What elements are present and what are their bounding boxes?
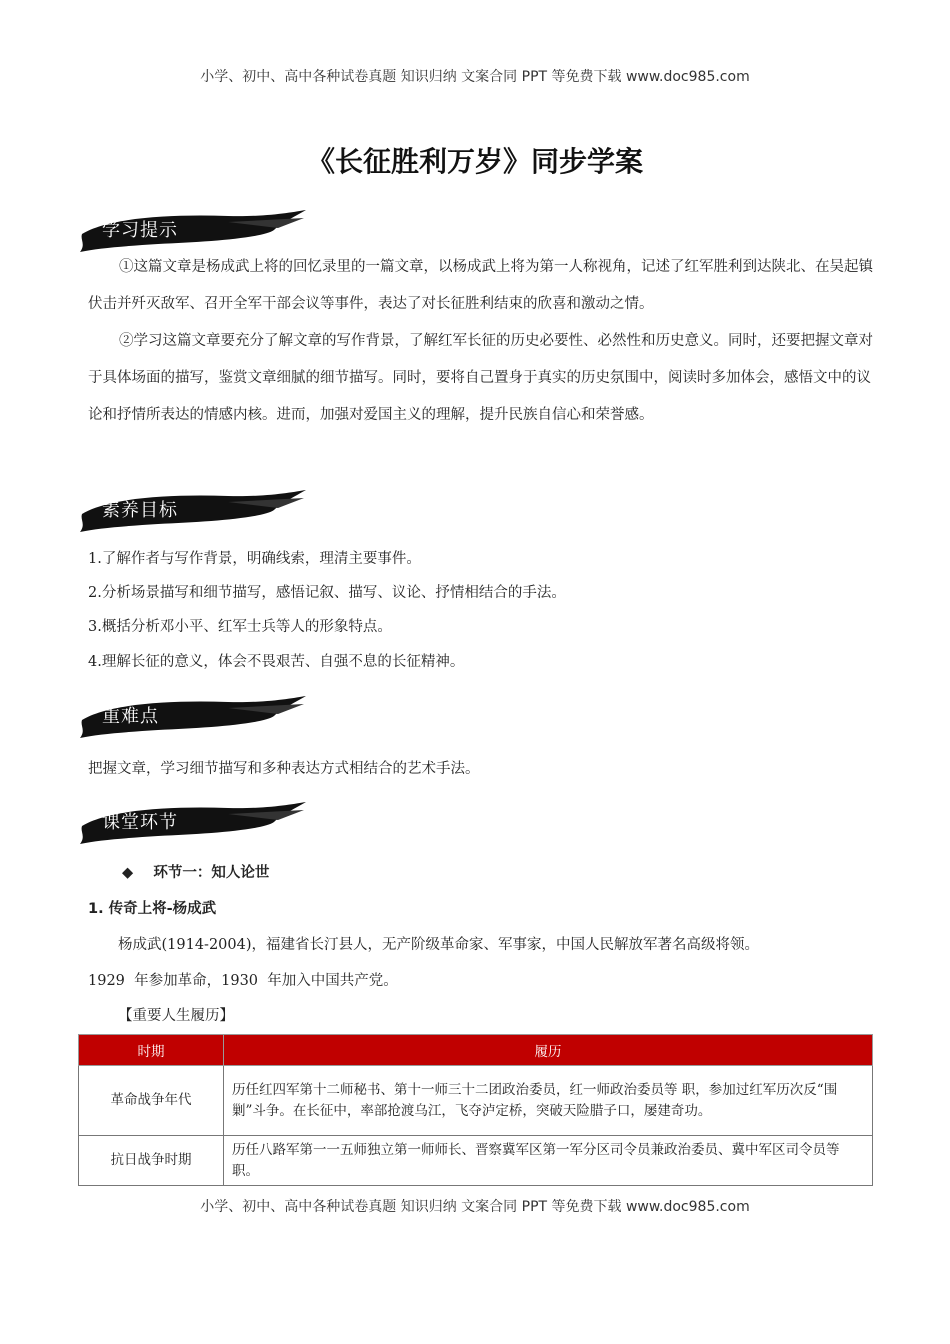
subsection-heading: 1. 传奇上将-杨成武: [88, 901, 217, 917]
table-cell-detail: 历任红四军第十二师秘书、第十一师三十二团政治委员，红一师政治委员等 职，参加过红军历次反“围剿”斗争。在长征中，率部抢渡乌江，飞夺泸定桥，突破天险腊子口，屡建奇功。: [224, 1066, 873, 1136]
step-heading: ◆ 环节一：知人论世: [122, 865, 270, 881]
goal-item: 3.概括分析邓小平、红军士兵等人的形象特点。: [88, 619, 392, 635]
table-cell-period: 革命战争年代: [79, 1066, 224, 1136]
section-heading-tips-label: 学习提示: [102, 220, 178, 241]
section-heading-key-label: 重难点: [102, 706, 159, 727]
section-heading-goals: [78, 488, 308, 534]
tips-paragraph-1: ①这篇文章是杨成武上将的回忆录里的一篇文章，以杨成武上将为第一人称视角，记述了红军胜利到达陕北、在吴起镇伏击并歼灭敌军、召开全军干部会议等事件，表达了对长征胜利结束的欣喜和激动之情。: [88, 259, 873, 312]
tips-paragraph-2: ②学习这篇文章要充分了解文章的写作背景，了解红军长征的历史必要性、必然性和历史意义。同时，还要把握文章对于具体场面的描写，鉴赏文章细腻的细节描写。同时，要将自己置身于真实的历史氛围中，阅读时多加体会，感悟文中的议论和抒情所表达的情感内核。进而，加强对爱国主义的理解，提升民族自信心和荣誉感。: [88, 333, 873, 423]
page-title: 《长征胜利万岁》同步学案: [306, 145, 643, 178]
goal-item: 1.了解作者与写作背景，明确线索，理清主要事件。: [88, 551, 421, 567]
resume-label: 【重要人生履历】: [118, 1008, 234, 1024]
section-heading-key: [78, 694, 308, 740]
bio-line-1: 杨成武(1914-2004)，福建省长汀县人，无产阶级革命家、军事家，中国人民解放军著名高级将领。: [118, 937, 760, 953]
key-points-text: 把握文章，学习细节描写和多种表达方式相结合的艺术手法。: [88, 761, 480, 777]
bio-line-2: 1929 年参加革命，1930 年加入中国共产党。: [88, 973, 398, 989]
goal-item: 2.分析场景描写和细节描写，感悟记叙、描写、议论、抒情相结合的手法。: [88, 585, 566, 601]
section-heading-class-label: 课堂环节: [102, 812, 178, 833]
resume-table: [78, 1034, 873, 1186]
section-heading-tips: [78, 208, 308, 254]
table-row: [79, 1066, 873, 1136]
table-cell-period: 抗日战争时期: [79, 1136, 224, 1186]
goal-item: 4.理解长征的意义，体会不畏艰苦、自强不息的长征精神。: [88, 654, 465, 670]
table-header-period: 时期: [79, 1035, 224, 1066]
page-header: 小学、初中、高中各种试卷真题 知识归纳 文案合同 PPT 等免费下载 www.doc985.com: [200, 69, 750, 85]
page-footer: 小学、初中、高中各种试卷真题 知识归纳 文案合同 PPT 等免费下载 www.doc985.com: [200, 1199, 750, 1215]
table-row: [79, 1136, 873, 1186]
section-heading-class: [78, 800, 308, 846]
table-header-row: [79, 1035, 873, 1066]
section-heading-goals-label: 素养目标: [102, 500, 178, 521]
table-cell-detail: 历任八路军第一一五师独立第一师师长、晋察冀军区第一军分区司令员兼政治委员、冀中军区司令员等职。: [224, 1136, 873, 1186]
table-header-detail: 履历: [224, 1035, 873, 1066]
